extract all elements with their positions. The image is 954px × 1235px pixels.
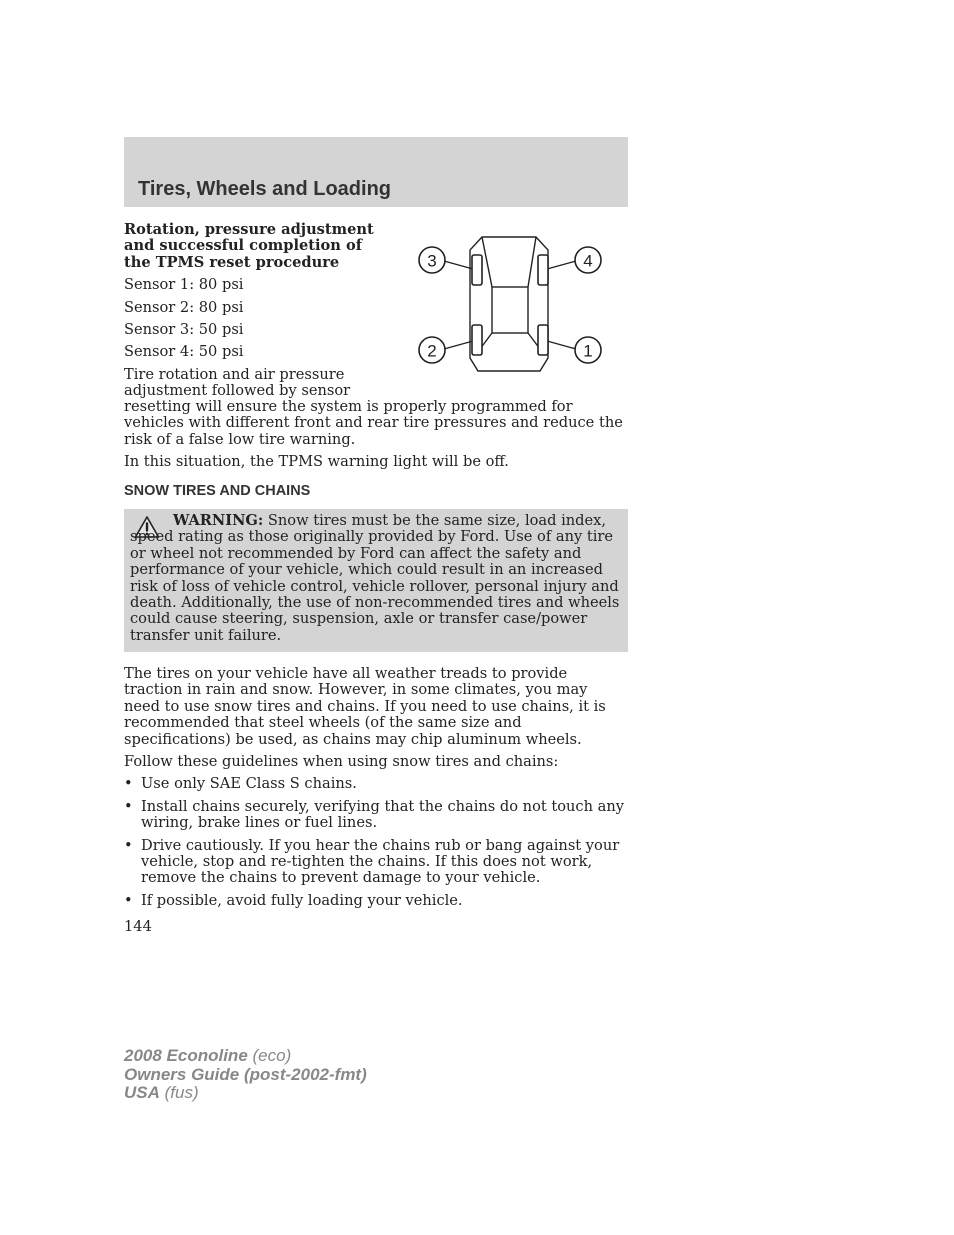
guidelines-list: [124, 776, 628, 909]
snow-text-block: [124, 666, 628, 936]
tpms-situation: In this situation, the TPMS warning light will be off.: [124, 453, 509, 471]
position-label-4: 4: [583, 251, 593, 271]
sensor-4-reading: Sensor 4: 50 psi: [124, 343, 244, 361]
section-header-band: [124, 137, 628, 207]
position-label-3: 3: [427, 251, 437, 271]
position-label-2: 2: [427, 341, 437, 361]
tire-rear-left: [472, 325, 482, 355]
footer-model-info: [124, 1047, 367, 1103]
bullet: •: [124, 836, 133, 854]
bullet: •: [124, 891, 133, 909]
tire-front-left: [472, 255, 482, 285]
position-label-1: 1: [583, 341, 593, 361]
vehicle-cabin: [492, 287, 528, 333]
list-item: • Install chains securely, verifying that the chains do not touch any wiring, brake lines or fuel lines.: [124, 797, 624, 832]
warning-text: [130, 513, 624, 644]
sensor-3-reading: Sensor 3: 50 psi: [124, 321, 244, 339]
bullet: •: [124, 797, 133, 815]
tpms-paragraph-continued: resetting will ensure the system is properly programmed for vehicles with different front and rear tire pressures and reduce the risk of a false low tire warning.: [124, 398, 623, 448]
list-item: • Drive cautiously. If you hear the chains rub or bang against your vehicle, stop and re-tighten the chains. If this does not work, remove the chains to prevent damage to your vehicle.: [124, 836, 620, 887]
sensor-2-reading: Sensor 2: 80 psi: [124, 298, 244, 316]
page-title: Tires, Wheels and Loading: [138, 178, 392, 200]
tire-rear-right: [538, 325, 548, 355]
tpms-text-block: [124, 222, 386, 400]
page-number: 144: [124, 918, 152, 936]
list-item: • Use only SAE Class S chains.: [124, 775, 357, 793]
warning-box: [124, 509, 628, 652]
tpms-paragraph-narrow-line: Tire rotation and air pressure: [124, 365, 345, 383]
tpms-paragraph-narrow-line: adjustment followed by sensor: [124, 382, 351, 400]
tpms-paragraph-wide: [124, 399, 628, 471]
tire-rotation-diagram: [414, 232, 606, 374]
sensor-1-reading: Sensor 1: 80 psi: [124, 276, 244, 294]
tpms-subheading: Rotation, pressure adjustment and successful completion of the TPMS reset procedure: [124, 221, 374, 271]
bullet: •: [124, 775, 133, 793]
snow-section-heading: SNOW TIRES AND CHAINS: [124, 483, 311, 499]
footer-line-guide: Owners Guide (post-2002-fmt): [124, 1064, 367, 1084]
footer-line-region: USA (fus): [124, 1083, 199, 1102]
warning-label: WARNING:: [173, 512, 264, 529]
warning-body: Snow tires must be the same size, load index, speed rating as those originally provided by Ford. Use of any tire or wheel not recommended by Ford can affect the safety and performance of your vehicle, which could result in an increased risk of loss of vehicle control, vehicle rollover, personal injury and death. Additionally, the use of non-recommended tires and wheels could cause steering, suspension, axle or transfer case/power transfer unit failure.: [130, 512, 620, 644]
list-item: • If possible, avoid fully loading your vehicle.: [124, 891, 463, 909]
guidelines-intro: Follow these guidelines when using snow tires and chains:: [124, 753, 559, 771]
snow-paragraph: The tires on your vehicle have all weather treads to provide traction in rain and snow. However, in some climates, you may need to use snow tires and chains. If you need to use chains, it is recommended that steel wheels (of the same size and specifications) be used, as chains may chip aluminum wheels.: [124, 665, 606, 748]
footer-line-model: 2008 Econoline (eco): [124, 1046, 292, 1065]
tire-front-right: [538, 255, 548, 285]
